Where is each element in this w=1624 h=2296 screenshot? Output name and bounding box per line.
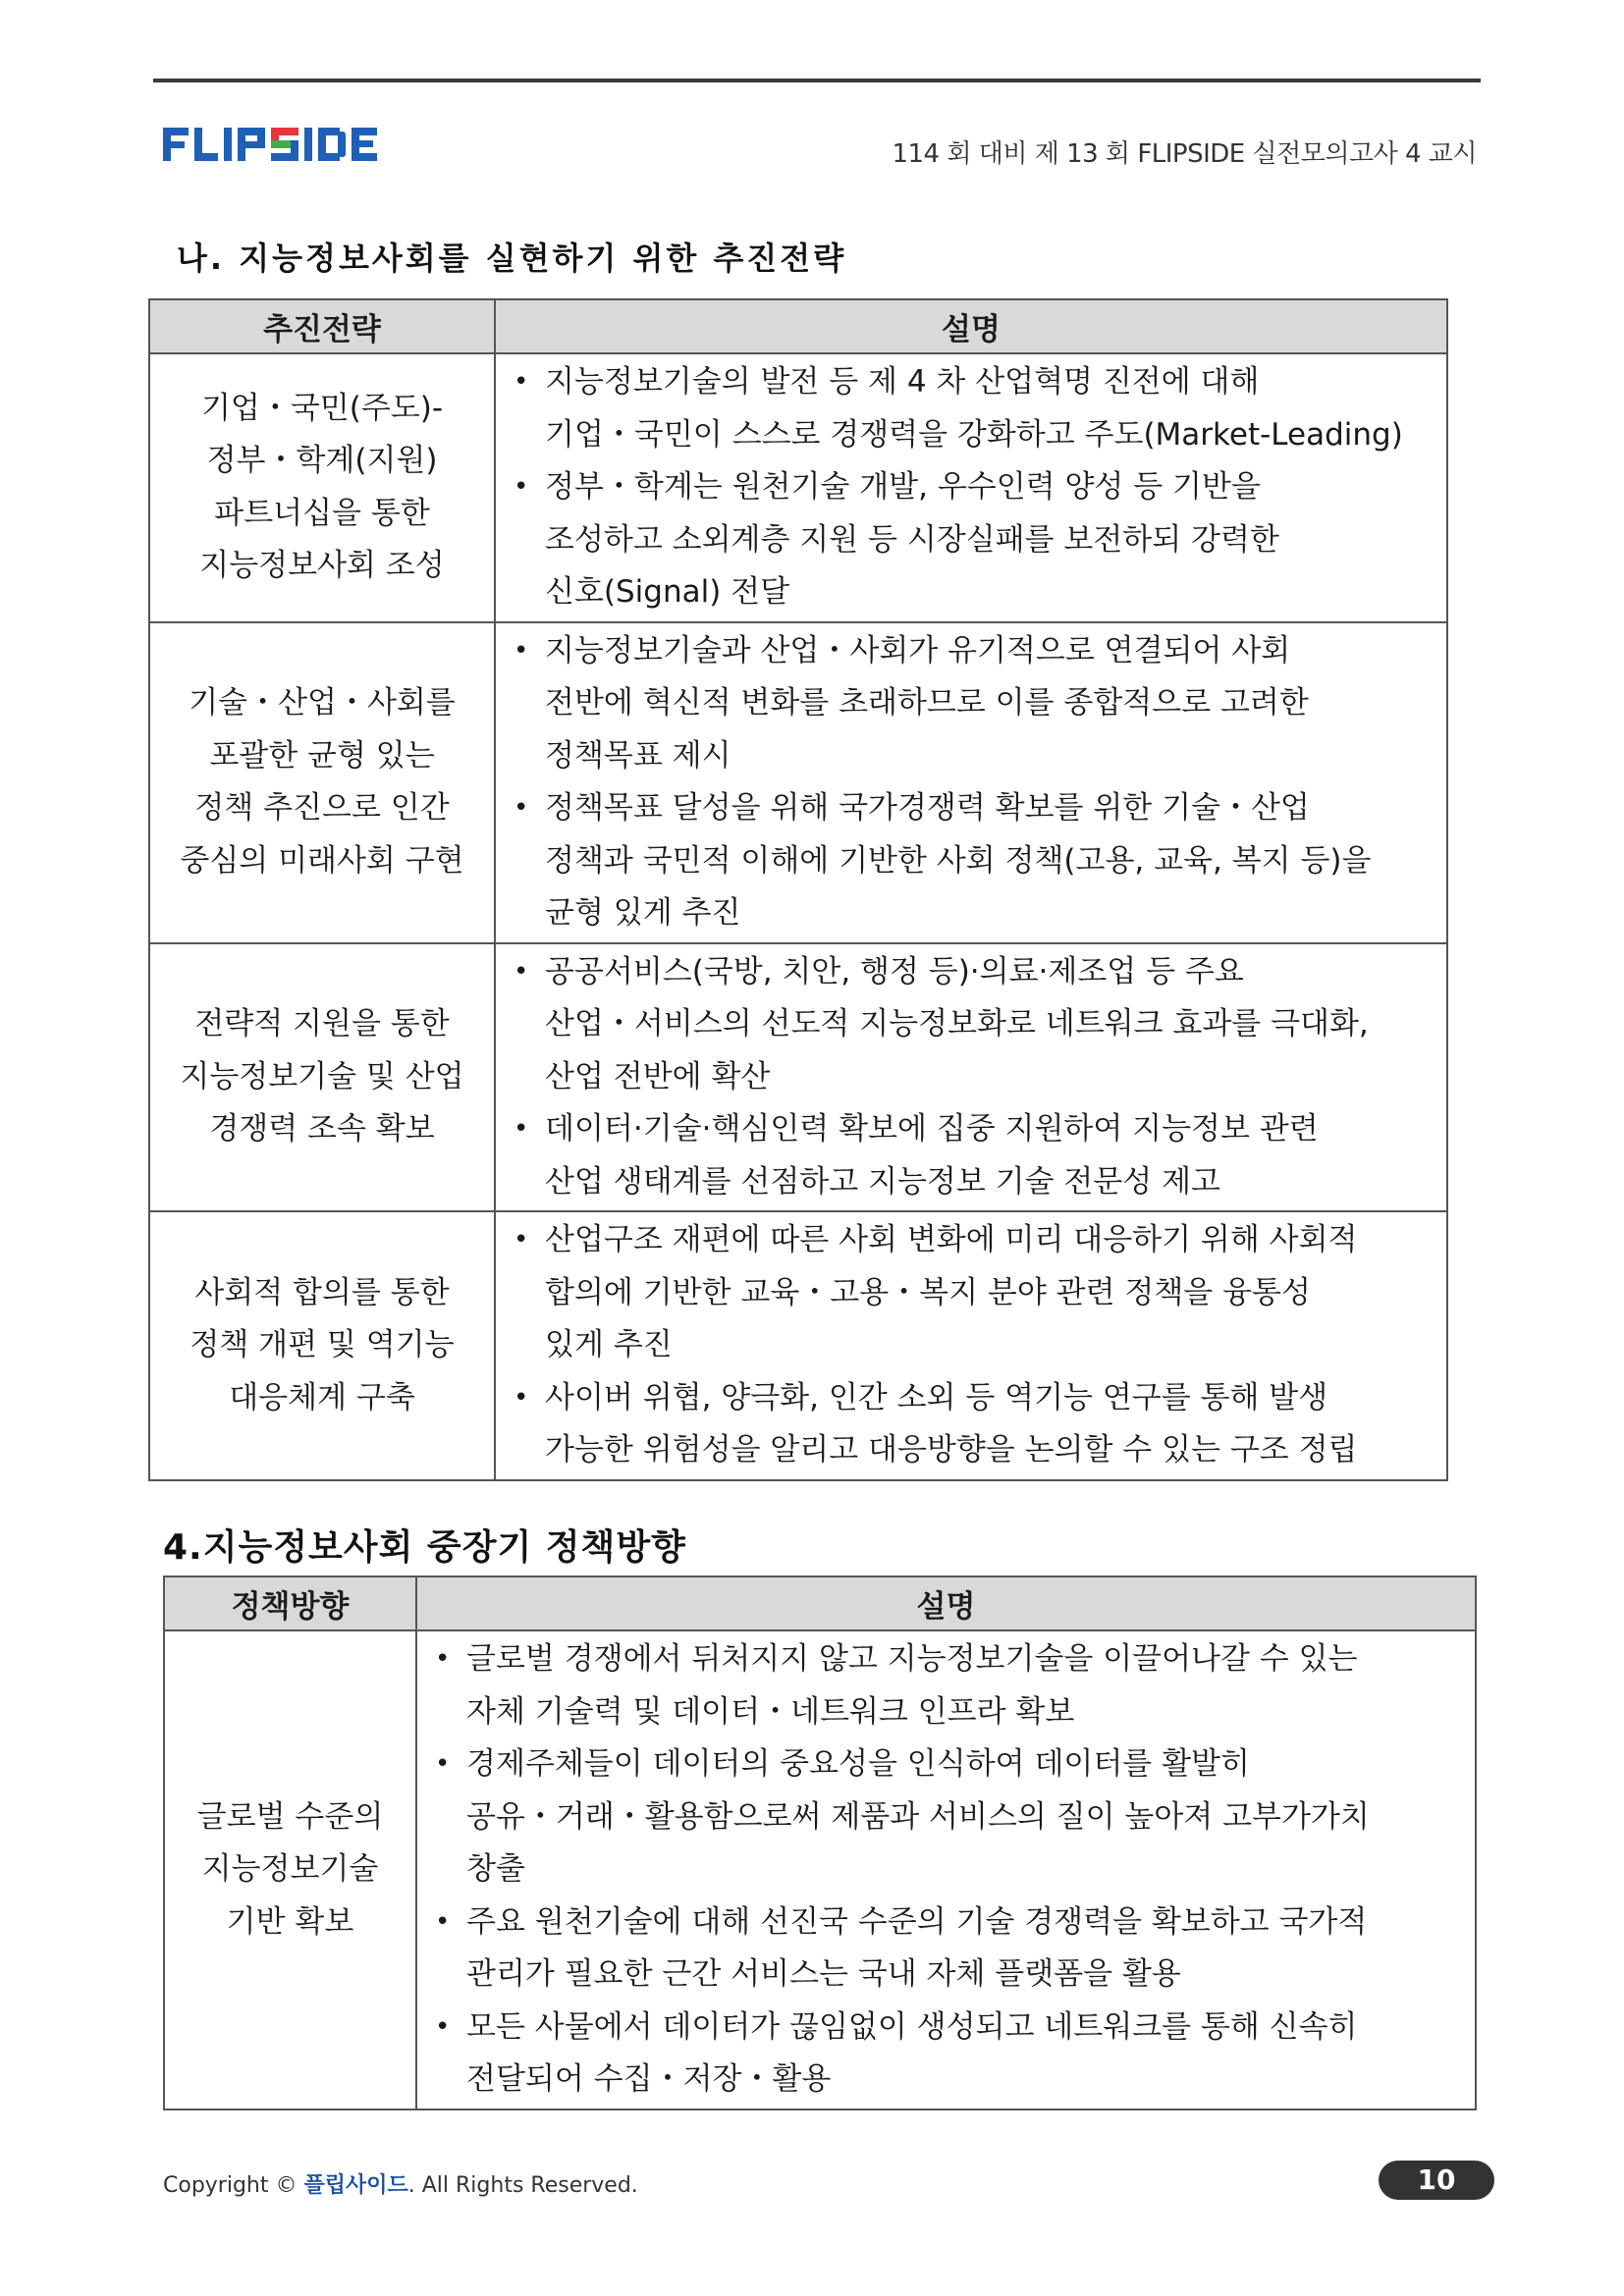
bullet-line: • 사이버 위협, 양극화, 인간 소외 등 역기능 연구를 통해 발생 <box>545 1379 1328 1415</box>
bullet-line: 합의에 기반한 교육・고용・복지 분야 관련 정책을 융통성 <box>545 1274 1311 1310</box>
row-title-line: 기술・산업・사회를 <box>189 685 456 721</box>
row-title-line: 대응체계 구축 <box>229 1379 415 1415</box>
section-title-policy: 4.지능정보사회 중장기 정책방향 <box>163 1527 686 1568</box>
bullet-list <box>423 1633 1465 2107</box>
brand-name: 플립사이드 <box>303 2173 408 2198</box>
copyright <box>163 2168 638 2199</box>
bullet-line: • 지능정보기술과 산업・사회가 유기적으로 연결되어 사회 <box>545 632 1291 668</box>
bullet-line: • 공공서비스(국방, 치안, 행정 등)·의료·제조업 등 주요 <box>545 953 1244 989</box>
bullet-line: 산업 전반에 확산 <box>545 1058 771 1095</box>
row-title-line: 지능정보기술 <box>201 1851 379 1887</box>
table-header-row <box>164 1576 1476 1630</box>
bullet-list <box>502 356 1436 619</box>
row-description <box>495 622 1447 943</box>
bullet-line: • 지능정보기술의 발전 등 제 4 차 산업혁명 진전에 대해 <box>545 364 1260 400</box>
bullet-line: • 산업구조 재편에 따른 사회 변화에 미리 대응하기 위해 사회적 <box>545 1222 1358 1257</box>
row-description <box>495 1211 1447 1480</box>
row-title-line: 정책 개편 및 역기능 <box>189 1327 455 1362</box>
bullet-item <box>502 1214 1436 1372</box>
bullet-line: • 경제주체들이 데이터의 중요성을 인식하여 데이터를 활발히 <box>466 1746 1250 1782</box>
bullet-line: 정책목표 제시 <box>545 737 731 774</box>
bullet-line: 정책과 국민적 이해에 기반한 사회 정책(고용, 교육, 복지 등)을 <box>545 842 1372 879</box>
bullet-item <box>423 1633 1465 1738</box>
row-title-line: 지능정보기술 및 산업 <box>180 1058 464 1095</box>
row-title <box>164 1630 416 2109</box>
bullet-line: • 정책목표 달성을 위해 국가경쟁력 확보를 위한 기술・산업 <box>545 790 1310 826</box>
bullet-line: 있게 추진 <box>545 1327 673 1362</box>
table-row <box>149 622 1447 943</box>
row-title-line: 사회적 합의를 통한 <box>194 1274 450 1310</box>
bullet-item <box>423 1896 1465 2002</box>
bullet-line: 관리가 필요한 근간 서비스는 국내 자체 플랫폼을 활용 <box>466 1956 1181 1992</box>
row-description <box>495 353 1447 622</box>
table-row <box>149 353 1447 622</box>
row-title-line: 지능정보사회 조성 <box>199 548 445 584</box>
bullet-line: 조성하고 소외계층 지원 등 시장실패를 보전하되 강력한 <box>545 521 1279 558</box>
bullet-line: 창출 <box>466 1851 525 1887</box>
bullet-list <box>502 1214 1436 1477</box>
bullet-item <box>423 2002 1465 2107</box>
bullet-item <box>502 625 1436 783</box>
row-title <box>149 353 495 622</box>
row-title-line: 기업・국민(주도)- <box>200 390 444 426</box>
row-title-line: 중심의 미래사회 구현 <box>180 842 464 879</box>
bullet-line: 기업・국민이 스스로 경쟁력을 강화하고 주도(Market-Leading) <box>545 416 1403 453</box>
table-header-row <box>149 299 1447 353</box>
row-title-line: 기반 확보 <box>226 1903 354 1940</box>
row-description <box>416 1630 1476 2109</box>
bullet-item <box>502 782 1436 940</box>
bullet-line: 전반에 혁신적 변화를 초래하므로 이를 종합적으로 고려한 <box>545 685 1309 721</box>
copyright-prefix: Copyright © <box>163 2173 298 2198</box>
flipside-logo <box>163 122 408 167</box>
column-header: 설명 <box>495 299 1447 353</box>
strategy-table <box>148 298 1448 1481</box>
bullet-line: • 데이터·기술·핵심인력 확보에 집중 지원하여 지능정보 관련 <box>545 1111 1319 1147</box>
bullet-line: • 정부・학계는 원천기술 개발, 우수인력 양성 등 기반을 <box>545 469 1261 505</box>
table-row <box>164 1630 1476 2109</box>
row-title <box>149 943 495 1212</box>
row-title-line: 전략적 지원을 통한 <box>194 1006 450 1041</box>
bullet-line: 공유・거래・활용함으로써 제품과 서비스의 질이 높아져 고부가가치 <box>466 1798 1370 1835</box>
bullet-line: 전달되어 수집・저장・활용 <box>466 2061 832 2097</box>
bullet-list <box>502 625 1436 940</box>
table-row <box>149 943 1447 1212</box>
exam-title: 114 회 대비 제 13 회 FLIPSIDE 실전모의고사 4 교시 <box>892 139 1477 169</box>
bullet-item <box>423 1738 1465 1896</box>
row-title-line: 포괄한 균형 있는 <box>209 737 435 774</box>
bullet-line: 산업・서비스의 선도적 지능정보화로 네트워크 효과를 극대화, <box>545 1006 1369 1041</box>
row-title-line: 글로벌 수준의 <box>196 1798 384 1835</box>
table-row <box>149 1211 1447 1480</box>
bullet-line: 가능한 위험성을 알리고 대응방향을 논의할 수 있는 구조 정립 <box>545 1432 1358 1468</box>
section-title-strategy: 나. 지능정보사회를 실현하기 위한 추진전략 <box>177 240 847 277</box>
copyright-suffix: . All Rights Reserved. <box>407 2173 638 2198</box>
bullet-item <box>502 1372 1436 1477</box>
row-title-line: 경쟁력 조속 확보 <box>209 1111 435 1147</box>
row-title <box>149 622 495 943</box>
bullet-line: • 글로벌 경쟁에서 뒤처지지 않고 지능정보기술을 이끌어나갈 수 있는 <box>466 1641 1358 1677</box>
bullet-line: • 모든 사물에서 데이터가 끊임없이 생성되고 네트워크를 통해 신속히 <box>466 2008 1358 2045</box>
bullet-line: • 주요 원천기술에 대해 선진국 수준의 기술 경쟁력을 확보하고 국가적 <box>466 1903 1368 1940</box>
bullet-line: 산업 생태계를 선점하고 지능정보 기술 전문성 제고 <box>545 1163 1220 1200</box>
page-number: 10 <box>1379 2161 1494 2200</box>
bullet-list <box>502 946 1436 1209</box>
bullet-item <box>502 461 1436 619</box>
header-rule <box>153 79 1481 82</box>
bullet-line: 자체 기술력 및 데이터・네트워크 인프라 확보 <box>466 1693 1075 1730</box>
column-header: 정책방향 <box>164 1576 416 1630</box>
column-header: 설명 <box>416 1576 1476 1630</box>
bullet-item <box>502 946 1436 1104</box>
row-description <box>495 943 1447 1212</box>
bullet-line: 신호(Signal) 전달 <box>545 574 790 610</box>
row-title-line: 파트너십을 통한 <box>214 495 430 531</box>
bullet-item <box>502 1103 1436 1208</box>
policy-table <box>163 1575 1477 2110</box>
row-title-line: 정부・학계(지원) <box>206 443 438 479</box>
column-header: 추진전략 <box>149 299 495 353</box>
bullet-item <box>502 356 1436 461</box>
bullet-line: 균형 있게 추진 <box>545 895 741 931</box>
row-title-line: 정책 추진으로 인간 <box>194 790 450 826</box>
row-title <box>149 1211 495 1480</box>
